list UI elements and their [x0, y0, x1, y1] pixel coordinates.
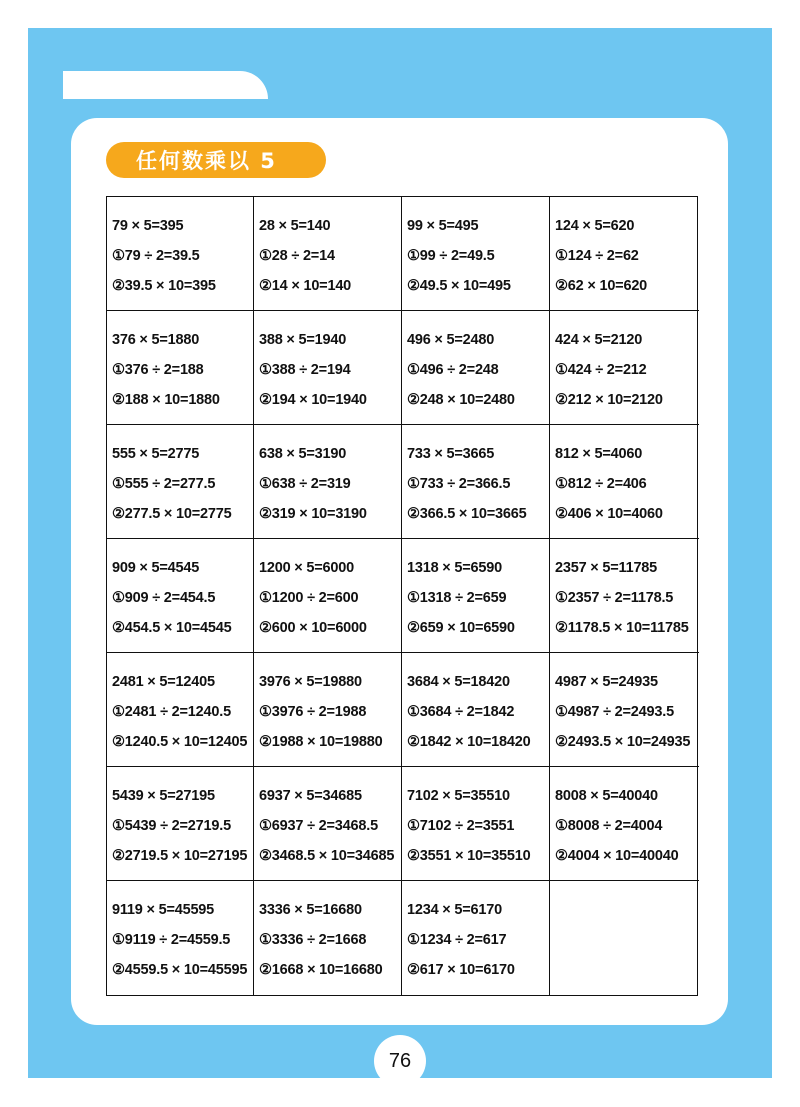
grid-cell — [254, 881, 402, 995]
equation: 812 × 5=4060 — [555, 446, 643, 462]
grid-cell — [550, 197, 699, 311]
solution-step: ②14 × 10=140 — [259, 278, 352, 294]
grid-cell — [402, 311, 550, 425]
equation: 1318 × 5=6590 — [407, 560, 502, 576]
solution-step: ②366.5 × 10=3665 — [407, 506, 527, 522]
solution-step: ①388 ÷ 2=194 — [259, 362, 351, 378]
solution-step: ①9119 ÷ 2=4559.5 — [112, 932, 231, 948]
grid-cell — [402, 539, 550, 653]
equation: 733 × 5=3665 — [407, 446, 495, 462]
solution-step: ②62 × 10=620 — [555, 278, 648, 294]
equation: 1200 × 5=6000 — [259, 560, 354, 576]
solution-step: ②2719.5 × 10=27195 — [112, 848, 248, 864]
solution-step: ②277.5 × 10=2775 — [112, 506, 232, 522]
equation: 6937 × 5=34685 — [259, 788, 362, 804]
grid-cell — [550, 881, 699, 995]
solution-step: ①7102 ÷ 2=3551 — [407, 818, 515, 834]
solution-step: ①2357 ÷ 2=1178.5 — [555, 590, 674, 606]
solution-step: ①6937 ÷ 2=3468.5 — [259, 818, 378, 834]
solution-step: ②1988 × 10=19880 — [259, 734, 383, 750]
solution-step: ①79 ÷ 2=39.5 — [112, 248, 200, 264]
solution-step: ①376 ÷ 2=188 — [112, 362, 204, 378]
grid-cell — [550, 539, 699, 653]
solution-step: ①555 ÷ 2=277.5 — [112, 476, 216, 492]
solution-step: ②659 × 10=6590 — [407, 620, 515, 636]
equation: 4987 × 5=24935 — [555, 674, 658, 690]
grid-cell — [402, 197, 550, 311]
equation: 124 × 5=620 — [555, 218, 635, 234]
equation: 8008 × 5=40040 — [555, 788, 658, 804]
equation: 1234 × 5=6170 — [407, 902, 502, 918]
page-number: 76 — [388, 1049, 412, 1072]
equation: 376 × 5=1880 — [112, 332, 200, 348]
equation: 638 × 5=3190 — [259, 446, 347, 462]
solution-step: ②4559.5 × 10=45595 — [112, 962, 248, 978]
solution-step: ②1178.5 × 10=11785 — [555, 620, 689, 636]
equation: 9119 × 5=45595 — [112, 902, 215, 918]
solution-step: ①2481 ÷ 2=1240.5 — [112, 704, 231, 720]
grid-cell — [550, 425, 699, 539]
solution-step: ①28 ÷ 2=14 — [259, 248, 335, 264]
solution-step: ①1200 ÷ 2=600 — [259, 590, 359, 606]
solution-step: ②454.5 × 10=4545 — [112, 620, 232, 636]
solution-step: ②406 × 10=4060 — [555, 506, 663, 522]
solution-step: ①5439 ÷ 2=2719.5 — [112, 818, 231, 834]
solution-step: ②49.5 × 10=495 — [407, 278, 511, 294]
calculation-grid — [106, 196, 698, 996]
solution-step: ②212 × 10=2120 — [555, 392, 663, 408]
solution-step: ①3684 ÷ 2=1842 — [407, 704, 515, 720]
solution-step: ①424 ÷ 2=212 — [555, 362, 647, 378]
grid-cell — [550, 653, 699, 767]
equation: 3336 × 5=16680 — [259, 902, 362, 918]
grid-cell — [402, 425, 550, 539]
solution-step: ①909 ÷ 2=454.5 — [112, 590, 216, 606]
grid-cell — [254, 197, 402, 311]
equation: 909 × 5=4545 — [112, 560, 200, 576]
grid-cell — [107, 311, 254, 425]
solution-step: ①124 ÷ 2=62 — [555, 248, 639, 264]
solution-step: ①8008 ÷ 2=4004 — [555, 818, 663, 834]
solution-step: ②1668 × 10=16680 — [259, 962, 383, 978]
equation: 28 × 5=140 — [259, 218, 331, 234]
grid-cell — [107, 425, 254, 539]
grid-cell — [107, 653, 254, 767]
solution-step: ①1234 ÷ 2=617 — [407, 932, 507, 948]
grid-cell — [107, 881, 254, 995]
solution-step: ①3336 ÷ 2=1668 — [259, 932, 367, 948]
solution-step: ②2493.5 × 10=24935 — [555, 734, 691, 750]
section-title-badge — [106, 142, 326, 178]
solution-step: ①4987 ÷ 2=2493.5 — [555, 704, 674, 720]
equation: 3976 × 5=19880 — [259, 674, 362, 690]
grid-cell — [402, 767, 550, 881]
equation: 555 × 5=2775 — [112, 446, 200, 462]
equation: 388 × 5=1940 — [259, 332, 347, 348]
solution-step: ②617 × 10=6170 — [407, 962, 515, 978]
solution-step: ②39.5 × 10=395 — [112, 278, 216, 294]
grid-cell — [107, 197, 254, 311]
page-number-badge — [374, 1035, 426, 1087]
solution-step: ①638 ÷ 2=319 — [259, 476, 351, 492]
solution-step: ①812 ÷ 2=406 — [555, 476, 647, 492]
section-title: 任何数乘以 5 — [136, 149, 277, 173]
grid-cell — [107, 539, 254, 653]
solution-step: ②319 × 10=3190 — [259, 506, 367, 522]
equation: 2481 × 5=12405 — [112, 674, 215, 690]
solution-step: ①3976 ÷ 2=1988 — [259, 704, 367, 720]
decorative-tab — [63, 71, 268, 99]
solution-step: ①733 ÷ 2=366.5 — [407, 476, 511, 492]
solution-step: ②600 × 10=6000 — [259, 620, 367, 636]
grid-cell — [254, 767, 402, 881]
solution-step: ②194 × 10=1940 — [259, 392, 367, 408]
equation: 496 × 5=2480 — [407, 332, 495, 348]
equation: 79 × 5=395 — [112, 218, 184, 234]
equation: 99 × 5=495 — [407, 218, 479, 234]
solution-step: ②1842 × 10=18420 — [407, 734, 531, 750]
solution-step: ②4004 × 10=40040 — [555, 848, 679, 864]
solution-step: ②3551 × 10=35510 — [407, 848, 531, 864]
equation: 5439 × 5=27195 — [112, 788, 215, 804]
solution-step: ②1240.5 × 10=12405 — [112, 734, 248, 750]
grid-cell — [550, 767, 699, 881]
grid-cell — [550, 311, 699, 425]
solution-step: ②3468.5 × 10=34685 — [259, 848, 395, 864]
solution-step: ①496 ÷ 2=248 — [407, 362, 499, 378]
equation: 2357 × 5=11785 — [555, 560, 658, 576]
solution-step: ①99 ÷ 2=49.5 — [407, 248, 495, 264]
grid-cell — [254, 539, 402, 653]
grid-cell — [402, 653, 550, 767]
solution-step: ②188 × 10=1880 — [112, 392, 220, 408]
grid-cell — [254, 425, 402, 539]
solution-step: ①1318 ÷ 2=659 — [407, 590, 507, 606]
grid-cell — [254, 653, 402, 767]
solution-step: ②248 × 10=2480 — [407, 392, 515, 408]
equation: 7102 × 5=35510 — [407, 788, 510, 804]
grid-cell — [402, 881, 550, 995]
grid-cell — [107, 767, 254, 881]
equation: 424 × 5=2120 — [555, 332, 643, 348]
grid-cell — [254, 311, 402, 425]
equation: 3684 × 5=18420 — [407, 674, 510, 690]
